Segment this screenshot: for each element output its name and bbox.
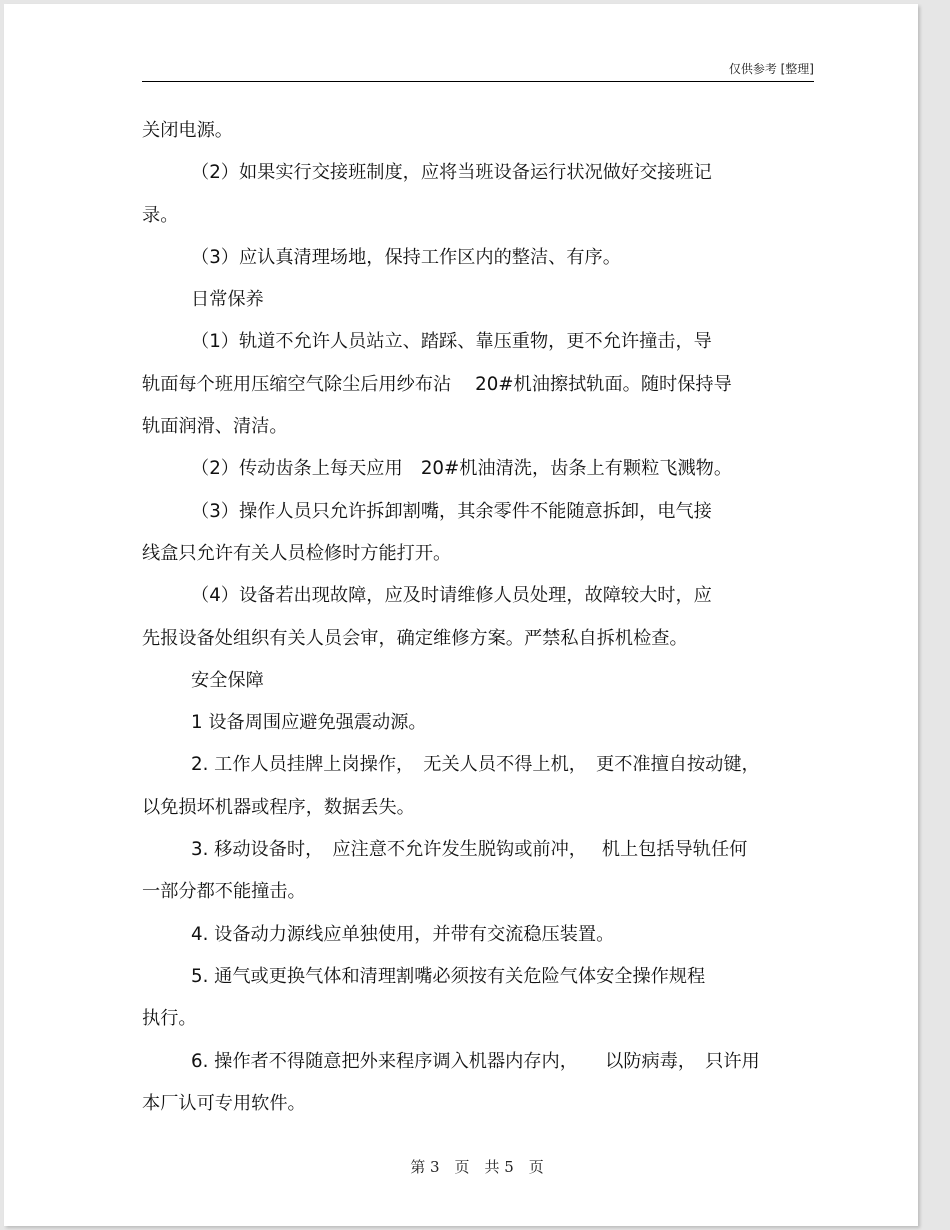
section-heading: 日常保养 (191, 289, 264, 311)
header-rule (142, 81, 814, 82)
paragraph-line: （3）操作人员只允许拆卸割嘴，其余零件不能随意拆卸，电气接 (191, 500, 712, 522)
paragraph-line: 1 设备周围应避免强震动源。 (191, 712, 427, 734)
document-body (142, 110, 814, 1125)
paragraph-line: （1）轨道不允许人员站立、踏踩、靠压重物，更不允许撞击，导 (191, 331, 712, 353)
paragraph-line: 本厂认可专用软件。 (142, 1092, 306, 1114)
paragraph-line: 6. 操作者不得随意把外来程序调入机器内存内， 以防病毒， 只许用 (191, 1050, 760, 1072)
paragraph-line: 5. 通气或更换气体和清理割嘴必须按有关危险气体安全操作规程 (191, 965, 706, 987)
section-heading: 安全保障 (191, 669, 264, 691)
paragraph-line: 关闭电源。 (142, 120, 233, 141)
paragraph-line: 3. 移动设备时， 应注意不允许发生脱钩或前冲， 机上包括导轨任何 (191, 839, 748, 861)
paragraph-line: 2. 工作人员挂牌上岗操作， 无关人员不得上机， 更不准擅自按动键， (191, 754, 760, 776)
page-footer: 第 3 页 共 5 页 (410, 1158, 544, 1176)
paragraph-line: 轨面润滑、清洁。 (142, 416, 288, 438)
paragraph-line: （2）如果实行交接班制度，应将当班设备运行状况做好交接班记 (191, 162, 712, 184)
paragraph-line: 一部分都不能撞击。 (142, 881, 306, 903)
paragraph-line: （3）应认真清理场地，保持工作区内的整洁、有序。 (191, 246, 621, 268)
paragraph-line: 4. 设备动力源线应单独使用，并带有交流稳压装置。 (191, 923, 615, 945)
paragraph-line: 先报设备处组织有关人员会审，确定维修方案。严禁私自拆机检查。 (142, 627, 688, 649)
paragraph-line: 以免损坏机器或程序，数据丢失。 (142, 796, 415, 818)
paragraph-line: 执行。 (142, 1008, 197, 1030)
paragraph-line: 线盒只允许有关人员检修时方能打开。 (142, 542, 452, 564)
paragraph-line: 轨面每个班用压缩空气除尘后用纱布沾 20#机油擦拭轨面。随时保持导 (142, 373, 732, 395)
paragraph-line: （4）设备若出现故障，应及时请维修人员处理，故障较大时，应 (191, 585, 712, 607)
page-header: 仅供参考 [整理] (728, 62, 814, 76)
paragraph-line: （2）传动齿条上每天应用 20#机油清洗，齿条上有颗粒飞溅物。 (191, 458, 733, 480)
paragraph-line: 录。 (142, 204, 179, 226)
document-page (4, 4, 918, 1226)
